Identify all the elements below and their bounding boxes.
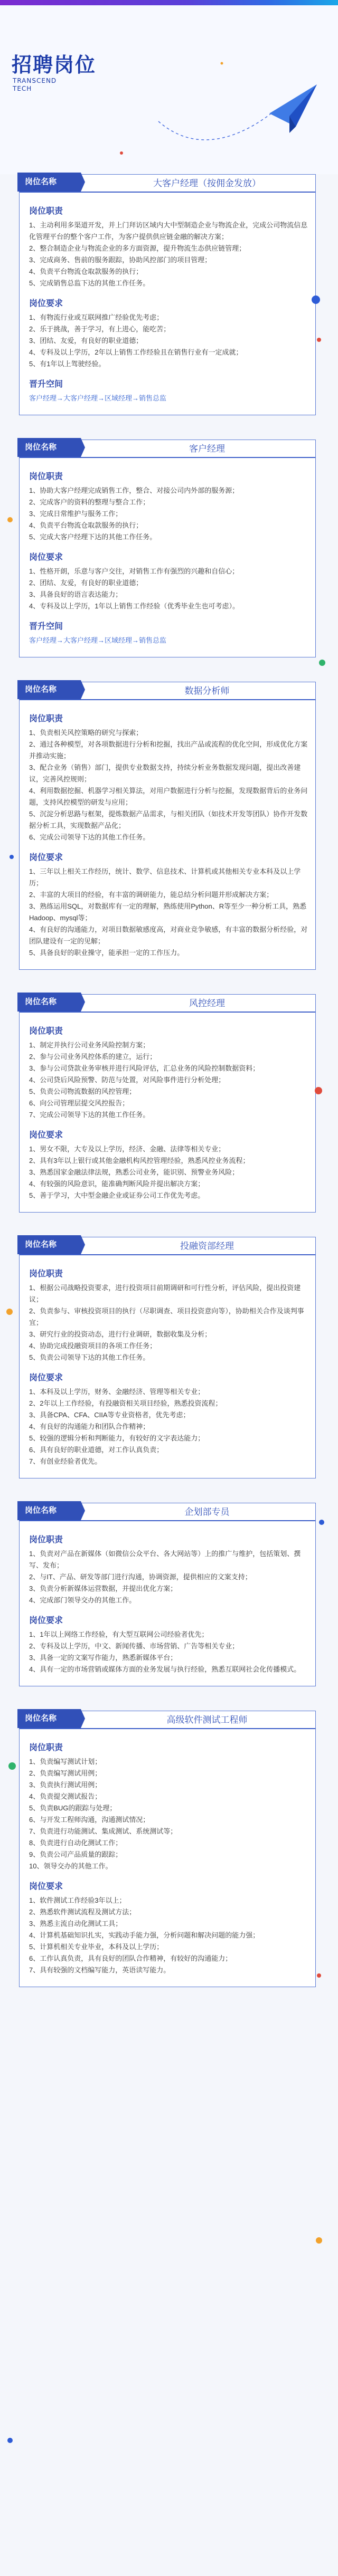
duty-item: 5、完成销售总监下达的其他工作任务。 xyxy=(29,279,150,287)
requirement-item: 5、有1年以上驾驶经验。 xyxy=(29,360,106,368)
requirement-item: 3、熟悉国家金融法律法规，熟悉公司业务，能识别、预警业务风险； xyxy=(29,1168,239,1176)
requirement-item: 5、较强的逻辑分析和判断能力，有较好的文字表达能力； xyxy=(29,1434,205,1442)
requirements-section xyxy=(29,851,309,959)
requirement-item: 2、专科及以上学历，中文、新闻传播、市场营销、广告等相关专业； xyxy=(29,1642,239,1650)
duties-heading: 岗位职责 xyxy=(29,1535,63,1544)
requirements-heading: 岗位要求 xyxy=(29,553,63,562)
job-card-header xyxy=(20,175,315,193)
decor-dot xyxy=(10,855,14,859)
job-card-header xyxy=(20,995,315,1013)
job-card-header xyxy=(20,440,315,458)
duty-item: 5、负责公司领导下达的其他工作任务。 xyxy=(29,1353,150,1361)
requirement-item: 2、丰富的大项目的经验，有丰富的调研能力，能总结分析问题并形成解决方案； xyxy=(29,891,274,899)
job-name-tag: 岗位名称 xyxy=(17,993,81,1012)
job-card-body xyxy=(20,193,315,415)
duty-item: 6、向公司管理层提交风控报告； xyxy=(29,1099,129,1107)
requirement-item: 1、有物流行业或互联网推广经验优先考虑； xyxy=(29,313,164,321)
duty-item: 5、沉淀分析思路与框架，提炼数据产品需求，与相关团队（如技术开发等团队）协作开发数据分析工具，实现数据产品化； xyxy=(29,810,308,829)
job-name-tag: 岗位名称 xyxy=(17,1709,81,1728)
requirement-item: 3、熟悉主流自动化测试工具； xyxy=(29,1920,123,1928)
duty-item: 4、完成部门领导交办的其他工作。 xyxy=(29,1596,136,1604)
job-name-tag: 岗位名称 xyxy=(17,680,81,699)
job-card xyxy=(19,1237,316,1478)
requirement-item: 1、三年以上相关工作经历，统计、数学、信息技术、计算机或其他相关专业本科及以上学历； xyxy=(29,867,301,887)
job-card xyxy=(19,682,316,970)
paper-plane-icon xyxy=(269,84,317,133)
duty-item: 4、协助完成投融资项目的各项工作任务； xyxy=(29,1342,157,1350)
requirements-section xyxy=(29,297,309,370)
requirement-item: 2、熟悉软件测试流程及测试方法； xyxy=(29,1908,136,1916)
requirement-item: 5、善于学习，大中型金融企业或证券公司工作优先考虑。 xyxy=(29,1191,205,1199)
requirements-heading: 岗位要求 xyxy=(29,1131,63,1140)
job-card-header xyxy=(20,1237,315,1255)
duty-item: 1、主动利用多渠道开发，并上门拜访区域内大中型制造企业与物流企业，完成公司物流信息化管理平台的整个客户工作，为客户提供供应链金融的解决方案； xyxy=(29,221,308,241)
job-card-body xyxy=(20,458,315,657)
duties-section xyxy=(29,1533,309,1606)
requirements-heading: 岗位要求 xyxy=(29,1882,63,1891)
requirements-section xyxy=(29,1614,309,1675)
requirement-item: 1、男女不限，大专及以上学历，经济、金融、法律等相关专业； xyxy=(29,1145,226,1153)
duties-section xyxy=(29,1741,309,1872)
duty-item: 10、领导交办的其他工作。 xyxy=(29,1862,112,1870)
requirement-item: 1、软件测试工作经验3年以上； xyxy=(29,1896,126,1904)
requirement-item: 1、性格开朗，乐意与客户交往，对销售工作有强烈的兴趣和自信心； xyxy=(29,567,239,575)
requirements-section xyxy=(29,550,309,612)
duty-item: 1、负责对产品在新媒体（如微信公众平台、各大网站等）上的推广与维护，包括策划、撰写、发布； xyxy=(29,1550,301,1569)
duty-item: 5、负责公司物流数据的风控管理； xyxy=(29,1087,136,1095)
job-title: 大客户经理（按佣金发放） xyxy=(153,178,261,188)
job-title: 客户经理 xyxy=(189,444,225,454)
requirement-item: 7、具有较强的文档编写能力，英语读写能力。 xyxy=(29,1966,171,1974)
requirement-item: 5、具备良好的职业操守，能承担一定的工作压力。 xyxy=(29,949,184,957)
job-card-body xyxy=(20,1255,315,1478)
duty-item: 5、负责BUG的跟踪与处理； xyxy=(29,1804,117,1812)
job-title: 风控经理 xyxy=(189,998,225,1008)
job-card-body xyxy=(20,1013,315,1212)
duty-item: 7、完成公司领导下达的其他工作任务。 xyxy=(29,1111,150,1119)
duty-item: 6、与开发工程师沟通，沟通测试情况； xyxy=(29,1816,150,1824)
duty-item: 3、负责执行测试用例； xyxy=(29,1781,102,1789)
requirements-heading: 岗位要求 xyxy=(29,853,63,862)
duty-item: 6、完成公司领导下达的其他工作任务。 xyxy=(29,833,150,841)
duty-item: 2、参与公司业务风控体系的建立，运行； xyxy=(29,1053,157,1061)
decor-dot xyxy=(7,2438,13,2443)
duty-item: 3、完成商务、售前的服务跟踪，协助风控部门的项目管理； xyxy=(29,256,212,264)
requirement-item: 5、计算机相关专业毕业，本科及以上学历； xyxy=(29,1943,164,1951)
job-card-header xyxy=(20,682,315,700)
job-name-tag: 岗位名称 xyxy=(17,1235,81,1254)
duty-item: 2、通过各种模型，对各项数据进行分析和挖掘，找出产品或流程的优化空间，形成优化方案并推动实施； xyxy=(29,740,308,760)
requirement-item: 2、具有3年以上银行或其他金融机构风控管理经验，熟悉风控业务流程； xyxy=(29,1157,250,1165)
duties-section xyxy=(29,1267,309,1363)
requirement-item: 3、具备CPA、CFA、CIIA等专业资格者，优先考虑； xyxy=(29,1411,190,1419)
duty-item: 2、负责参与、审核投资项目的执行（尽职调查、项目投资意向等），协助相关合作及谈判事宜； xyxy=(29,1307,304,1327)
job-title: 投融资部经理 xyxy=(180,1241,234,1251)
job-card-body xyxy=(20,1521,315,1686)
duties-heading: 岗位职责 xyxy=(29,714,63,723)
duty-item: 1、协助大客户经理完成销售工作，整合、对接公司内外部的服务源； xyxy=(29,486,239,494)
requirements-section xyxy=(29,1128,309,1201)
hero-header xyxy=(0,0,338,174)
requirement-item: 6、具有良好的职业道德，对工作认真负责； xyxy=(29,1446,164,1454)
duties-heading: 岗位职责 xyxy=(29,1027,63,1036)
duty-item: 3、完成日常维护与服务工作； xyxy=(29,510,123,518)
duties-heading: 岗位职责 xyxy=(29,207,63,216)
job-card xyxy=(19,1711,316,1987)
job-card xyxy=(19,174,316,415)
requirement-item: 2、团结、友爱，有良好的职业道德； xyxy=(29,579,143,587)
duty-item: 5、完成大客户经理下达的其他工作任务。 xyxy=(29,533,157,541)
requirement-item: 4、有较强的风险意识，能准确判断风险并提出解决方案； xyxy=(29,1180,205,1188)
promotion-heading: 晋升空间 xyxy=(29,622,63,631)
duty-item: 7、负责进行功能测试、集成测试、系统测试等； xyxy=(29,1827,177,1835)
requirements-heading: 岗位要求 xyxy=(29,1373,63,1382)
decor-dot xyxy=(315,1087,322,1094)
requirement-item: 1、1年以上网络工作经验，有大型互联网公司经验者优先； xyxy=(29,1630,209,1638)
duty-item: 4、负责提交测试报告； xyxy=(29,1792,102,1800)
duty-item: 4、公司贷后风险预警、防范与处置，对风险事件进行分析处理； xyxy=(29,1076,226,1084)
job-name-tag: 岗位名称 xyxy=(17,173,81,192)
promotion-section xyxy=(29,377,309,404)
requirement-item: 2、乐于挑战，善于学习，有上进心，能吃苦； xyxy=(29,325,171,333)
duty-item: 1、负责编写测试计划； xyxy=(29,1758,102,1766)
duties-heading: 岗位职责 xyxy=(29,1270,63,1279)
requirement-item: 1、本科及以上学历，财务、金融经济、管理等相关专业； xyxy=(29,1388,205,1396)
requirement-item: 4、具有一定的市场营销或媒体方面的业务发展与执行经验，熟悉互联网社会化传播模式。 xyxy=(29,1665,301,1673)
duties-section xyxy=(29,470,309,543)
requirement-item: 3、团结、友爱，有良好的职业道德； xyxy=(29,337,143,345)
duties-section xyxy=(29,204,309,289)
duty-item: 8、负责进行自动化测试工作； xyxy=(29,1839,123,1847)
job-card xyxy=(19,1503,316,1686)
duty-item: 3、配合业务（销售）部门，提供专业数据支持，持续分析业务数据发现问题，提出改善建议，完善风控规则； xyxy=(29,764,301,783)
job-list xyxy=(0,174,338,1987)
duty-item: 3、负责分析新媒体运营数据，并提出优化方案； xyxy=(29,1585,177,1592)
decor-dot xyxy=(319,1520,324,1525)
decor-dot xyxy=(319,660,325,666)
duty-item: 2、负责编写测试用例； xyxy=(29,1769,102,1777)
page-title: 招聘岗位 xyxy=(12,53,97,77)
duty-item: 9、负责公司产品质量的跟踪； xyxy=(29,1850,123,1858)
requirements-heading: 岗位要求 xyxy=(29,1616,63,1625)
duty-item: 4、负责平台物流仓取款服务的执行； xyxy=(29,521,143,529)
promotion-path: 客户经理→大客户经理→区域经理→销售总监 xyxy=(29,394,167,402)
job-title: 企划部专员 xyxy=(184,1507,230,1517)
duties-section xyxy=(29,1024,309,1121)
promotion-section xyxy=(29,619,309,646)
requirement-item: 4、有良好的沟通能力，对项目数据敏感度高，对商业竞争敏感，有丰富的数据分析经验，对团队建设有一定的见解； xyxy=(29,926,308,945)
requirement-item: 7、有创业经验者优先。 xyxy=(29,1457,102,1465)
decor-dot xyxy=(316,2237,322,2244)
duty-item: 1、根据公司战略投资要求，进行投资项目前期调研和可行性分析，评估风险，提出投资建议； xyxy=(29,1284,301,1303)
requirements-section xyxy=(29,1371,309,1467)
decor-dot xyxy=(317,338,321,342)
duty-item: 1、制定并执行公司业务风险控制方案； xyxy=(29,1041,150,1049)
requirement-item: 3、熟练运用SQL，对数据库有一定的理解，熟练使用Python、R等至少一种分析工具，熟悉Hadoop、mysql等； xyxy=(29,902,307,922)
duties-heading: 岗位职责 xyxy=(29,472,63,481)
decor-dot xyxy=(6,1309,13,1315)
brand-logo: TRANSCEND TECH xyxy=(13,77,57,92)
job-card xyxy=(19,994,316,1213)
duty-item: 2、整合制造企业与物流企业的多方面资源，提升物流生态供应链管理； xyxy=(29,244,246,252)
requirements-heading: 岗位要求 xyxy=(29,299,63,308)
requirement-item: 4、计算机基础知识扎实，实践动手能力强，分析问题和解决问题的能力强； xyxy=(29,1931,260,1939)
job-card-header xyxy=(20,1711,315,1729)
job-card-header xyxy=(20,1503,315,1521)
duty-item: 2、完成客户的资料的整理与整合工作； xyxy=(29,498,150,506)
requirements-section xyxy=(29,1879,309,1976)
duty-item: 4、负责平台物流仓取款服务的执行； xyxy=(29,268,143,275)
requirement-item: 6、工作认真负责，具有良好的团队合作精神，有较好的沟通能力； xyxy=(29,1954,232,1962)
requirement-item: 3、具备一定的文案写作能力，熟悉新媒体平台； xyxy=(29,1654,177,1662)
job-name-tag: 岗位名称 xyxy=(17,1501,81,1520)
decor-dot xyxy=(317,1973,321,1978)
promotion-path: 客户经理→大客户经理→区域经理→销售总监 xyxy=(29,636,167,644)
decor-dot xyxy=(8,1762,16,1770)
job-card xyxy=(19,440,316,657)
duty-item: 3、研究行业的投资动态，进行行业调研，数据收集及分析； xyxy=(29,1330,212,1338)
decor-dot xyxy=(312,295,320,304)
duties-heading: 岗位职责 xyxy=(29,1743,63,1752)
job-card-body xyxy=(20,1729,315,1987)
job-name-tag: 岗位名称 xyxy=(17,438,81,457)
job-title: 高级软件测试工程师 xyxy=(166,1715,248,1725)
duties-section xyxy=(29,712,309,843)
duty-item: 4、利用数据挖掘、机器学习相关算法，对用户数据进行分析与挖掘，发现数据背后的业务问题，支持风控模型的研发与应用； xyxy=(29,787,308,806)
requirement-item: 4、专科及以上学历，2年以上销售工作经验且在销售行业有一定成就； xyxy=(29,348,243,356)
job-title: 数据分析师 xyxy=(184,686,230,696)
promotion-heading: 晋升空间 xyxy=(29,380,63,389)
requirement-item: 4、专科及以上学历，1年以上销售工作经验（优秀毕业生也可考虑）。 xyxy=(29,602,239,610)
requirement-item: 4、有良好的沟通能力和团队合作精神； xyxy=(29,1423,150,1430)
job-card-body xyxy=(20,700,315,969)
requirement-item: 3、具备良好的语言表达能力； xyxy=(29,590,123,598)
duty-item: 3、参与公司贷款业务审核并进行风险评估，汇总业务的风险控制数据资料； xyxy=(29,1064,260,1072)
duty-item: 1、负责相关风控策略的研究与探索； xyxy=(29,729,143,737)
requirement-item: 2、2年以上工作经验，有投融资相关项目经验，熟悉投资流程； xyxy=(29,1399,222,1407)
duty-item: 2、与IT、产品、研发等部门进行沟通，协调资源，提供相应的文案支持； xyxy=(29,1573,252,1581)
decor-dot xyxy=(7,517,13,522)
